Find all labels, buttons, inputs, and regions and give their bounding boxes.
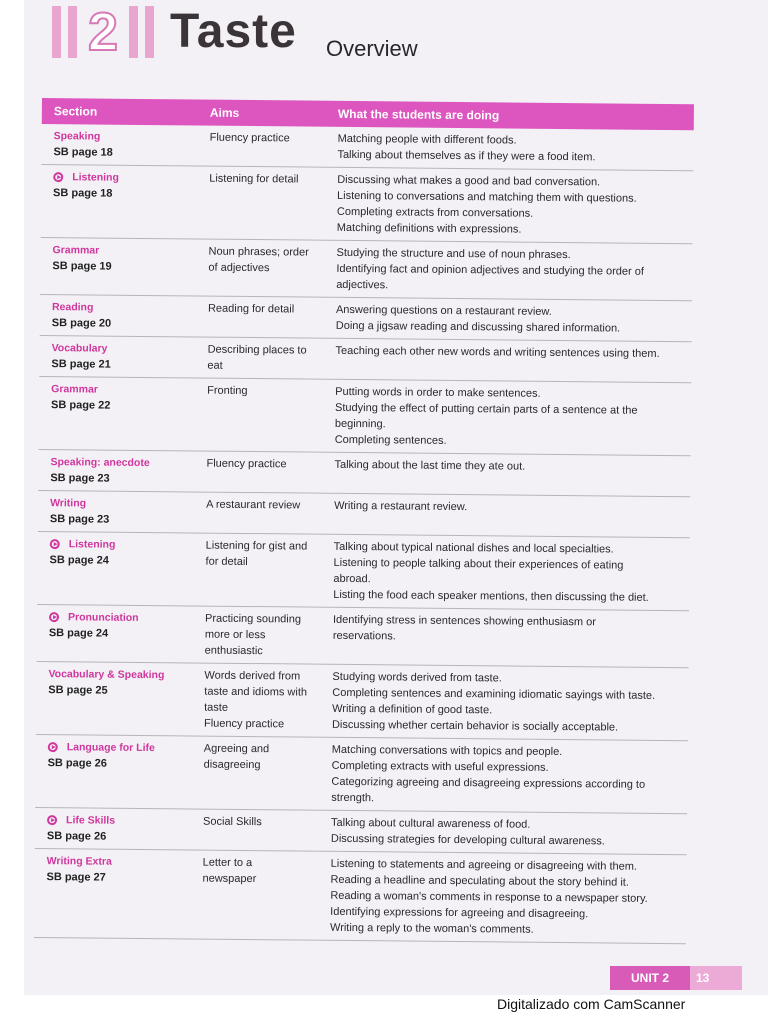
activity-line: Categorizing agreeing and disagreeing expressions according to — [331, 775, 646, 791]
activities-cell — [328, 298, 692, 341]
section-name: Vocabulary — [51, 342, 108, 355]
sb-page-ref: SB page 23 — [50, 472, 110, 485]
table-row — [41, 165, 694, 244]
section-name-line — [48, 739, 196, 756]
activity-line: Writing a restaurant review. — [334, 499, 468, 514]
section-cell — [35, 735, 196, 809]
activities-cell — [323, 811, 687, 854]
section-cell — [39, 336, 199, 378]
unit-title: Taste — [170, 5, 297, 58]
section-name-line — [51, 381, 199, 398]
aims-cell — [197, 534, 326, 607]
table-row — [40, 238, 693, 301]
activity-line: strength. — [331, 791, 375, 805]
activity-line: Matching people with different foods. — [337, 132, 517, 147]
sb-page-ref: SB page 21 — [51, 358, 111, 371]
activity-line: reservations. — [332, 629, 396, 643]
table-body — [34, 124, 694, 944]
sb-page-ref: SB page 22 — [50, 399, 111, 412]
table-row — [35, 808, 687, 855]
section-name: Vocabulary & Speaking — [48, 668, 165, 682]
section-cell — [41, 165, 202, 239]
table-row — [40, 295, 692, 342]
section-name-line — [52, 340, 200, 357]
section-cell — [35, 808, 195, 850]
section-name-line — [52, 242, 200, 259]
header-doing: What the students are doing — [337, 106, 500, 123]
activities-cell — [329, 168, 694, 243]
sb-page-ref: SB page 25 — [48, 684, 108, 697]
footer-page-number: 13 — [690, 966, 742, 990]
section-name: Grammar — [52, 244, 100, 257]
activities-cell — [325, 535, 690, 610]
activity-line: Putting words in order to make sentences. — [335, 385, 541, 400]
sb-page-ref: SB page 19 — [52, 260, 112, 273]
section-cell — [37, 605, 198, 663]
aims-line: taste and idioms with — [204, 685, 308, 699]
footer-unit-tab — [610, 966, 742, 990]
activity-line: Writing a reply to the woman's comments. — [329, 921, 534, 936]
table-row — [34, 849, 687, 944]
section-name: Listening — [68, 538, 116, 551]
activity-line: Matching conversations with topics and people. — [331, 743, 563, 759]
activity-line: Identifying expressions for agreeing and disagreeing. — [330, 905, 589, 921]
activity-line: Writing a definition of good taste. — [332, 702, 493, 717]
aims-cell — [201, 126, 329, 167]
activity-line: Teaching each other new words and writing sentences using them. — [335, 344, 660, 360]
activity-line: Matching definitions with expressions. — [336, 221, 522, 236]
header-aims: Aims — [209, 105, 240, 120]
table-row — [39, 336, 691, 383]
aims-line: Agreeing and — [203, 742, 270, 756]
footer-unit-label: UNIT 2 — [610, 966, 690, 990]
table-row — [38, 450, 690, 497]
aims-line: enthusiastic — [204, 644, 263, 658]
aims-cell — [201, 167, 330, 240]
activity-line: Reading a woman's comments in response to a newspaper story. — [330, 889, 648, 905]
section-name-line — [54, 128, 202, 145]
aims-line: Fluency practice — [209, 131, 290, 145]
activity-line: Completing sentences. — [334, 433, 447, 447]
activity-line: Listening to conversations and matching them with questions. — [337, 189, 637, 205]
section-cell — [39, 377, 200, 451]
aims-line: Social Skills — [203, 815, 262, 829]
section-name: Grammar — [51, 383, 98, 396]
aims-line: newspaper — [202, 872, 257, 886]
aims-line: Listening for detail — [209, 172, 299, 186]
unit-number-badge — [52, 2, 154, 62]
activities-cell — [326, 453, 690, 496]
activity-line: Discussing whether certain behavior is socially acceptable. — [331, 718, 619, 734]
aims-cell — [198, 493, 326, 534]
section-name: Speaking — [53, 130, 101, 143]
overview-table — [34, 98, 694, 944]
scanner-watermark: Digitalizado com CamScanner — [497, 996, 686, 1012]
header-section: Section — [53, 104, 98, 119]
activity-line: Completing extracts from conversations. — [336, 205, 534, 220]
badge-bar-right-2 — [129, 6, 138, 58]
section-name: Life Skills — [66, 814, 116, 827]
section-name: Listening — [72, 171, 119, 184]
section-name-line — [47, 853, 195, 870]
aims-cell — [198, 452, 326, 493]
aims-line: for detail — [205, 555, 248, 568]
badge-bar-right — [145, 6, 154, 58]
section-cell — [40, 238, 201, 296]
section-name: Language for Life — [66, 741, 155, 755]
audio-play-icon — [53, 172, 63, 182]
activity-line: Talking about typical national dishes and local specialties. — [333, 540, 614, 556]
table-row — [36, 662, 689, 741]
activity-line: adjectives. — [336, 278, 389, 292]
section-name-line — [47, 812, 195, 829]
aims-cell — [200, 240, 329, 297]
aims-line: Words derived from — [204, 669, 301, 683]
section-name: Reading — [51, 301, 94, 314]
aims-line: disagreeing — [203, 758, 261, 772]
activity-line: Listing the food each speaker mentions, then discussing the diet. — [333, 588, 649, 604]
audio-play-icon — [50, 539, 60, 549]
section-cell — [41, 124, 201, 166]
activity-line: Studying the structure and use of noun phrases. — [336, 246, 571, 262]
activities-cell — [328, 241, 693, 300]
aims-cell — [196, 664, 325, 737]
activity-line: Reading a headline and speculating about the story behind it. — [330, 873, 630, 889]
aims-line: taste — [204, 701, 229, 714]
aims-line: Letter to a — [202, 856, 253, 870]
section-name-line — [50, 454, 198, 471]
badge-bar-left-2 — [68, 6, 77, 58]
badge-bar-left — [52, 6, 61, 58]
activity-line: Identifying fact and opinion adjectives and studying the order of — [336, 262, 645, 278]
activities-cell — [327, 339, 691, 382]
aims-cell — [197, 607, 326, 664]
activities-cell — [323, 738, 688, 813]
aims-cell — [199, 379, 328, 452]
activity-line: Completing extracts with useful expressions. — [331, 759, 549, 774]
section-name-line — [50, 536, 198, 553]
activity-line: Talking about cultural awareness of food. — [330, 816, 531, 831]
section-cell — [38, 491, 198, 533]
table-row — [38, 491, 690, 538]
table-row — [41, 124, 693, 171]
sb-page-ref: SB page 20 — [51, 317, 112, 330]
audio-play-icon — [49, 612, 59, 622]
aims-line: Fluency practice — [203, 717, 285, 731]
section-name-line — [52, 299, 200, 316]
section-cell — [40, 295, 200, 337]
activities-cell — [324, 665, 689, 740]
aims-line: A restaurant review — [206, 498, 301, 512]
section-name: Speaking: anecdote — [50, 456, 150, 470]
section-cell — [34, 849, 195, 939]
activities-cell — [325, 608, 690, 667]
section-name-line — [50, 495, 198, 512]
aims-line: Reading for detail — [207, 302, 295, 316]
activity-line: beginning. — [334, 417, 386, 431]
aims-cell — [195, 810, 323, 851]
unit-number: 2 — [87, 2, 119, 62]
section-cell — [38, 450, 198, 492]
audio-play-icon — [48, 742, 58, 752]
activity-line: Studying words derived from taste. — [332, 670, 502, 685]
sb-page-ref: SB page 26 — [46, 830, 107, 843]
section-name-line — [53, 169, 201, 186]
activities-cell — [329, 127, 693, 170]
aims-cell — [199, 338, 327, 379]
table-row — [35, 735, 688, 814]
activity-line: Identifying stress in sentences showing enthusiasm or — [332, 613, 596, 629]
audio-play-icon — [47, 815, 57, 825]
section-name: Writing — [50, 497, 87, 510]
activity-line: Discussing what makes a good and bad conversation. — [337, 173, 601, 189]
sb-page-ref: SB page 24 — [48, 627, 109, 640]
section-name: Writing Extra — [46, 855, 112, 868]
activity-line: Doing a jigsaw reading and discussing shared information. — [335, 319, 621, 335]
activity-line: Talking about the last time they ate out. — [334, 458, 526, 473]
activities-cell — [326, 494, 690, 537]
aims-cell — [194, 851, 323, 940]
activity-line: Studying the effect of putting certain parts of a sentence at the — [334, 401, 638, 417]
unit-subtitle: Overview — [326, 36, 418, 61]
sb-page-ref: SB page 23 — [49, 513, 110, 526]
activities-cell — [327, 380, 692, 455]
sb-page-ref: SB page 18 — [53, 187, 113, 200]
activities-cell — [322, 852, 687, 943]
activity-line: Listening to people talking about their experiences of eating — [333, 556, 624, 572]
section-name: Pronunciation — [67, 611, 139, 624]
activity-line: Talking about themselves as if they were a food item. — [337, 148, 596, 164]
aims-line: Fronting — [207, 384, 248, 397]
aims-line: Noun phrases; order — [208, 245, 309, 259]
aims-line: Fluency practice — [206, 457, 287, 471]
sb-page-ref: SB page 27 — [46, 871, 106, 884]
aims-line: Describing places to — [207, 343, 307, 357]
aims-line: eat — [207, 359, 223, 372]
activity-line: Listening to statements and agreeing or disagreeing with them. — [330, 857, 638, 873]
aims-cell — [195, 737, 324, 810]
aims-line: more or less — [204, 628, 266, 642]
activity-line: Discussing strategies for developing cultural awareness. — [330, 832, 605, 848]
section-name-line — [48, 666, 196, 683]
activity-line: Completing sentences and examining idiomatic sayings with taste. — [332, 686, 656, 702]
sb-page-ref: SB page 18 — [53, 146, 113, 159]
table-row — [39, 377, 692, 456]
aims-line: of adjectives — [208, 261, 270, 275]
sb-page-ref: SB page 26 — [47, 757, 107, 770]
activity-line: Answering questions on a restaurant review. — [335, 303, 552, 318]
section-cell — [36, 662, 197, 736]
aims-cell — [200, 297, 328, 338]
aims-line: Practicing sounding — [204, 612, 302, 626]
section-cell — [37, 532, 198, 606]
aims-line: Listening for gist and — [205, 539, 308, 553]
table-row — [37, 605, 690, 668]
section-name-line — [49, 609, 197, 626]
table-row — [37, 532, 690, 611]
activity-line: abroad. — [333, 572, 371, 586]
sb-page-ref: SB page 24 — [49, 554, 109, 567]
